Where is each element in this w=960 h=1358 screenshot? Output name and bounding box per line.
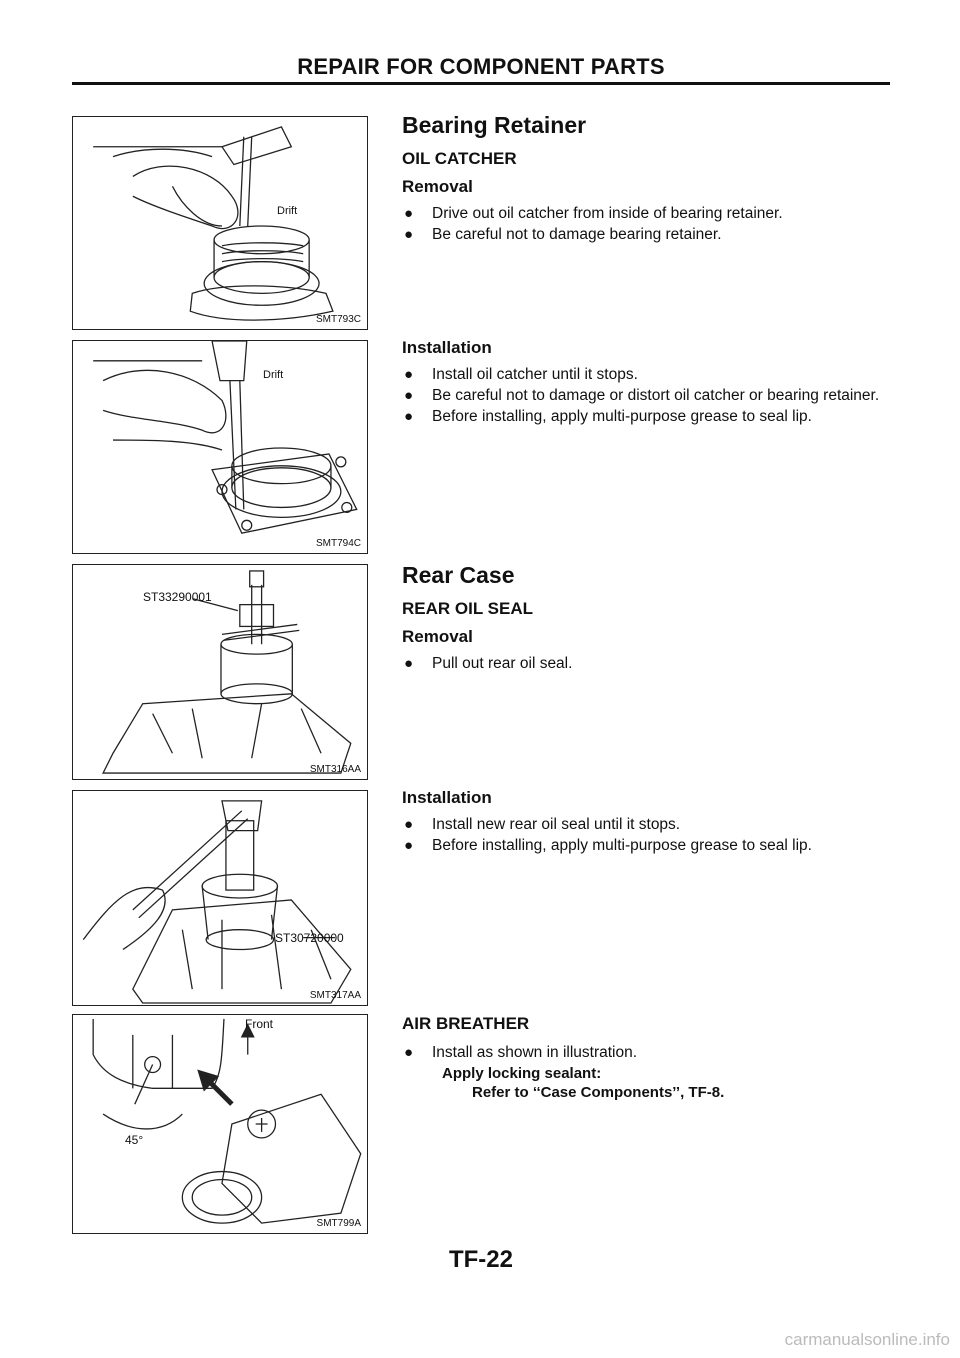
section-bearing-retainer [402,112,890,245]
figure-code: SMT793C [315,314,361,325]
watermark: carmanualsonline.info [784,1330,950,1349]
list-item: ● Install as shown in illustration. [404,1044,638,1061]
figure-code: SMT794C [315,538,361,549]
figure-label-angle: 45° [125,1133,144,1147]
section-title: Rear Case [402,562,515,588]
figure-air-breather [72,1014,368,1234]
section-oil-catcher-installation [402,338,890,427]
list-item: ● Install new rear oil seal until it stops. [404,816,681,833]
list-item: ● Be careful not to damage bearing retainer. [404,226,722,243]
figure-label-drift: Drift [277,205,298,217]
page-number: TF-22 [448,1246,513,1273]
section-rear-oil-seal-installation [402,788,890,856]
figure-label-tool: ST30720000 [275,931,344,945]
page-header: REPAIR FOR COMPONENT PARTS [297,54,665,79]
figure-rear-oil-seal-removal [72,564,368,780]
list-item: ● Drive out oil catcher from inside of bearing retainer. [404,205,783,222]
header-rule [72,82,890,85]
list-item: ● Install oil catcher until it stops. [404,366,638,383]
figure-label-drift: Drift [263,369,284,381]
section-subtitle: AIR BREATHER [402,1014,530,1033]
removal-list [402,653,890,674]
list-item: ● Before installing, apply multi-purpose grease to seal lip. [404,837,812,854]
section-rear-case [402,562,890,674]
illustration-hammer-drift [73,117,367,329]
installation-list [402,814,890,856]
removal-heading: Removal [402,177,473,196]
list-item: ● Pull out rear oil seal. [404,655,573,672]
illustration-install-drift [73,341,367,553]
figure-oil-catcher-installation [72,340,368,554]
sealant-note: Apply locking sealant: [442,1065,602,1082]
section-air-breather [402,1014,890,1101]
installation-heading: Installation [402,338,492,357]
section-title: Bearing Retainer [402,112,587,138]
illustration-puller [73,565,367,779]
figure-oil-catcher-removal [72,116,368,330]
removal-list [402,203,890,245]
reference-note: Refer to ‘‘Case Components’’, TF-8. [472,1084,725,1101]
illustration-seal-installer [73,791,367,1005]
figure-label-front: Front [245,1017,274,1031]
figure-rear-oil-seal-installation [72,790,368,1006]
illustration-air-breather [73,1015,367,1233]
list-item: ● Before installing, apply multi-purpose grease to seal lip. [404,408,812,425]
section-subtitle: OIL CATCHER [402,149,517,168]
list-item: ● Be careful not to damage or distort oil catcher or bearing retainer. [404,387,880,404]
figure-label-tool: ST33290001 [143,590,212,604]
installation-heading: Installation [402,788,492,807]
air-breather-list [402,1042,890,1063]
installation-list [402,364,890,427]
figure-code: SMT317AA [309,990,361,1001]
figure-code: SMT316AA [309,764,361,775]
section-subtitle: REAR OIL SEAL [402,599,533,618]
removal-heading: Removal [402,627,473,646]
figure-code: SMT799A [316,1218,361,1229]
